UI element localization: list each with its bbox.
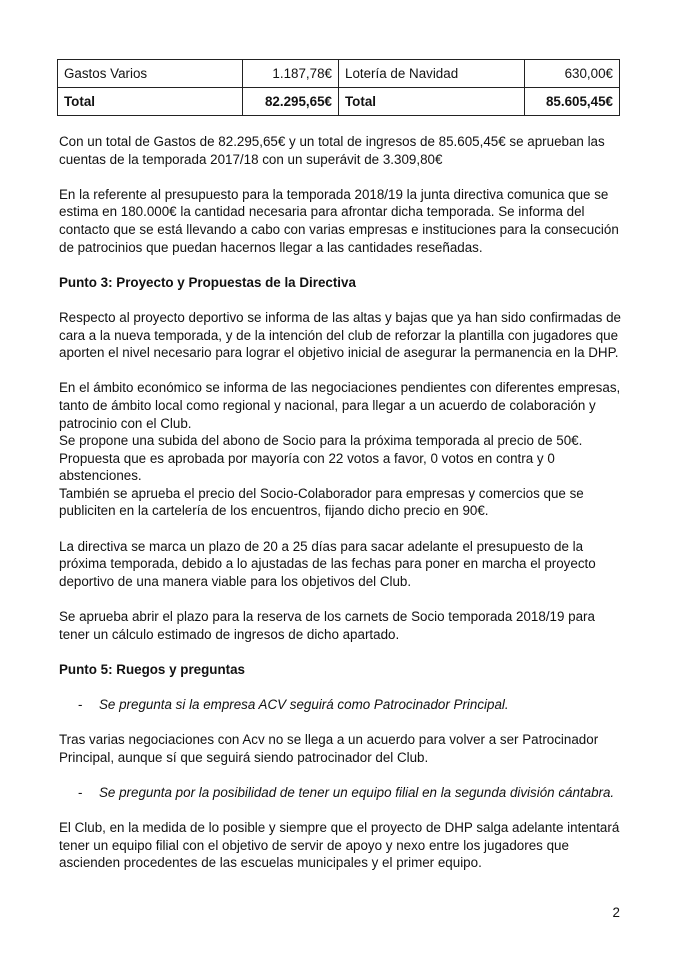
document-body — [59, 133, 625, 872]
list-item — [59, 784, 625, 802]
list-item-text: Se pregunta por la posibilidad de tener un equipo filial en la segunda división cántabra. — [99, 784, 615, 800]
expense-value: 1.187,78€ — [243, 60, 339, 88]
finance-table — [57, 59, 620, 116]
section-heading: Punto 3: Proyecto y Propuestas de la Directiva — [59, 274, 356, 290]
paragraph: Con un total de Gastos de 82.295,65€ y un total de ingresos de 85.605,45€ se aprueban las cuentas de la temporada 2017/18 con un superávit de 3.309,80€ — [59, 134, 605, 167]
section-heading: Punto 5: Ruegos y preguntas — [59, 661, 245, 677]
paragraph: Se propone una subida del abono de Socio para la próxima temporada al precio de 50€. — [59, 433, 583, 449]
bullet-dash: - — [78, 697, 83, 712]
paragraph: En la referente al presupuesto para la temporada 2018/19 la junta directiva comunica que se estima en 180.000€ la cantidad necesaria para afrontar dicha temporada. Se informa del contacto que se está llevando a cabo con varias empresas e instituciones para la consecución de patrocinios que puedan hacernos llegar a las cantidades reseñadas. — [59, 186, 619, 255]
paragraph: Tras varias negociaciones con Acv no se llega a un acuerdo para volver a ser Patrocinador Principal, aunque sí que seguirá siendo patrocinador del Club. — [59, 732, 599, 765]
bullet-dash: - — [78, 784, 83, 800]
table-total-row — [58, 88, 620, 116]
table-row — [58, 60, 620, 88]
list-item — [59, 696, 625, 714]
paragraph: Propuesta que es aprobada por mayoría con 22 votos a favor, 0 votos en contra y 0 abstenciones. — [59, 450, 555, 484]
list-item-text: Se pregunta si la empresa ACV seguirá como Patrocinador Principal. — [99, 697, 509, 712]
paragraph: La directiva se marca un plazo de 20 a 25 días para sacar adelante el presupuesto de la próxima temporada, debido a lo ajustadas de las fechas para poner en marcha el proyecto deportivo de una manera viable para los objetivos del Club. — [59, 538, 596, 589]
paragraph: El Club, en la medida de lo posible y siempre que el proyecto de DHP salga adelante intentará tener un equipo filial con el objetivo de servir de apoyo y nexo entre los jugadores que ascienden procedentes de las escuelas municipales y el primer equipo. — [59, 820, 620, 871]
expense-label: Gastos Varios — [58, 60, 243, 88]
expense-total-label: Total — [58, 88, 243, 116]
paragraph: Se aprueba abrir el plazo para la reserva de los carnets de Socio temporada 2018/19 para tener un cálculo estimado de ingresos de dicho apartado. — [59, 609, 595, 642]
paragraph: En el ámbito económico se informa de las negociaciones pendientes con diferentes empresas, tanto de ámbito local como regional y nacional, para llegar a un acuerdo de colaboración y patrocinio con el Club. — [59, 380, 621, 431]
paragraph: Respecto al proyecto deportivo se informa de las altas y bajas que ya han sido confirmadas de cara a la nueva temporada, y de la intención del club de reforzar la plantilla con jugadores que aporten el nivel necesario para lograr el objetivo inicial de asegurar la permanencia en la DHP. — [59, 309, 621, 361]
paragraph: También se aprueba el precio del Socio-Colaborador para empresas y comercios que se publiciten en la cartelería de los encuentros, fijando dicho precio en 90€. — [59, 485, 584, 519]
income-value: 630,00€ — [525, 60, 620, 88]
income-total-label: Total — [339, 88, 525, 116]
income-total-value: 85.605,45€ — [525, 88, 620, 116]
page-number: 2 — [612, 905, 620, 920]
income-label: Lotería de Navidad — [339, 60, 525, 88]
expense-total-value: 82.295,65€ — [243, 88, 339, 116]
